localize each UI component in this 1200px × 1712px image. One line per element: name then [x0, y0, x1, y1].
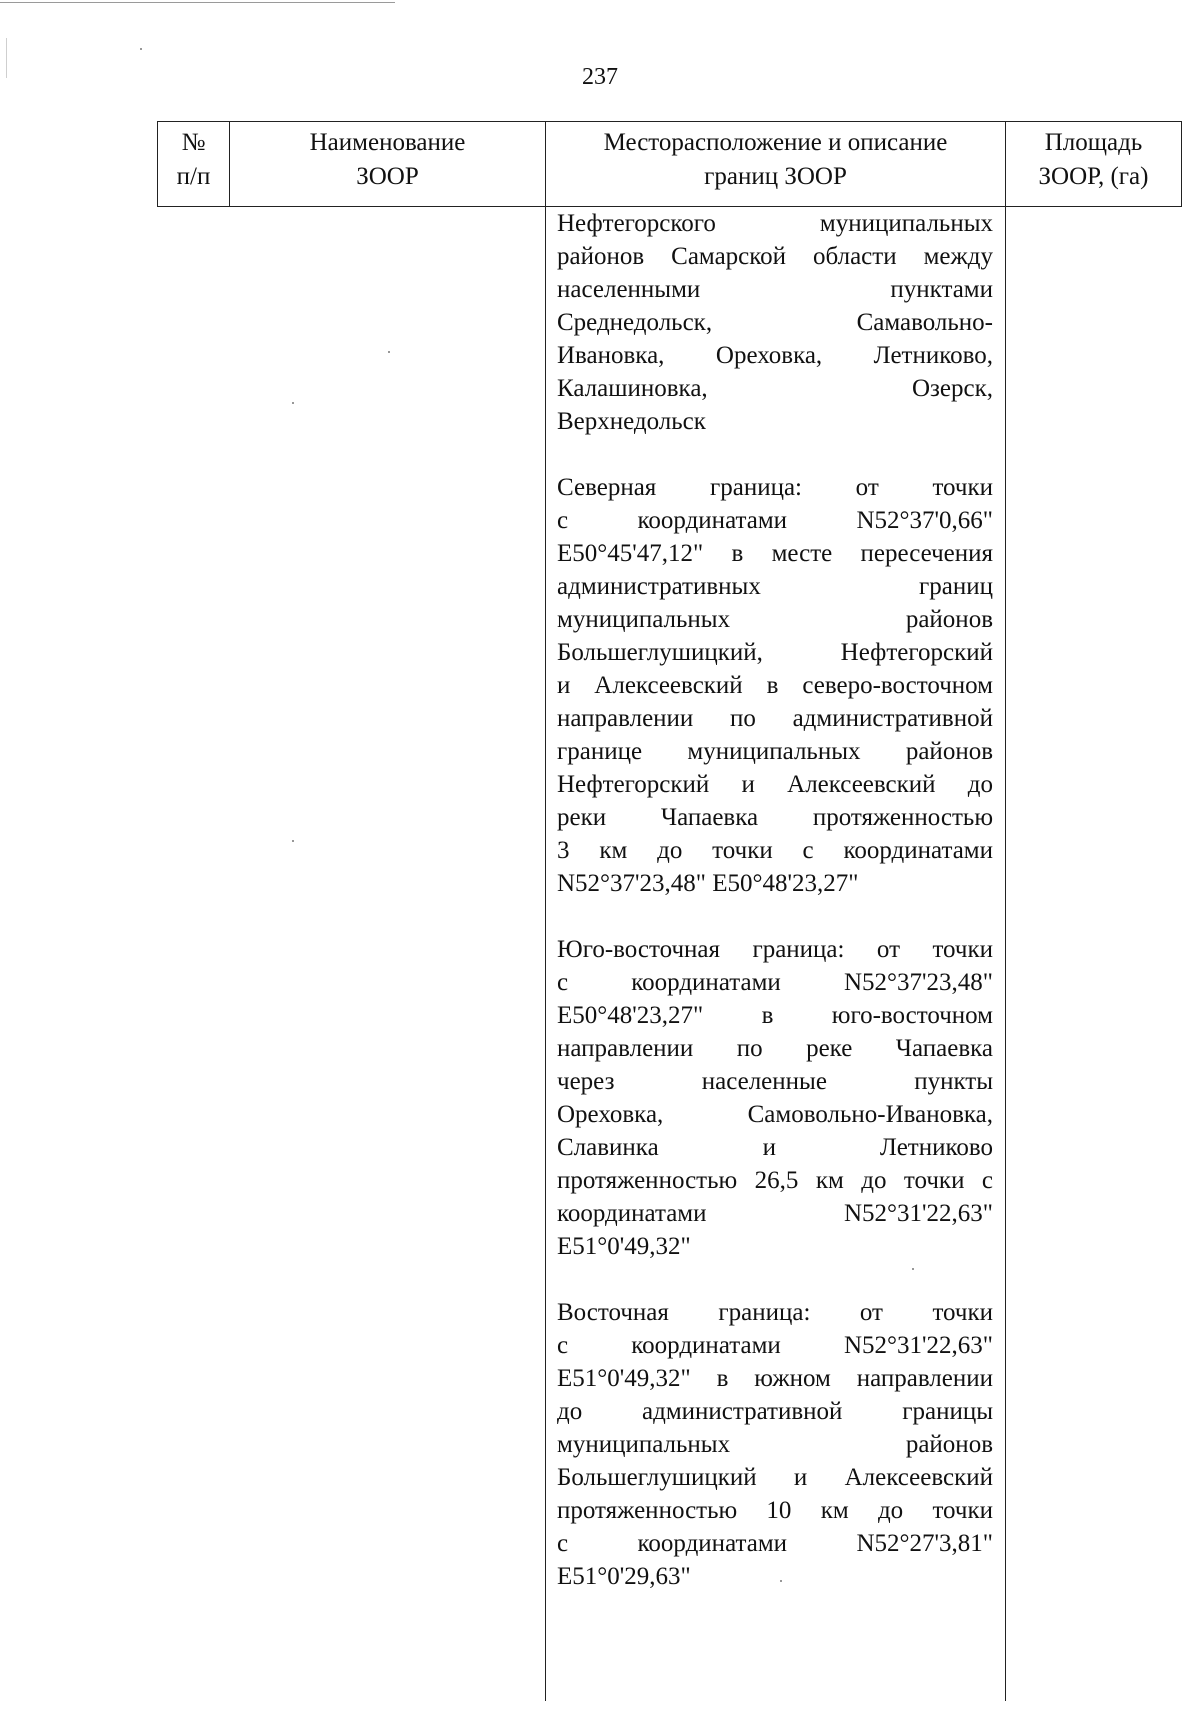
description-line: направлении по административной	[557, 705, 993, 732]
description-line: и Алексеевский в северо-восточном	[557, 672, 993, 699]
description-line: E50°48'23,27" в юго-восточном	[557, 1002, 993, 1029]
scan-speck	[140, 48, 142, 50]
description-line: с координатами N52°31'22,63"	[557, 1332, 993, 1359]
description-paragraph	[557, 207, 993, 438]
header-number	[158, 122, 230, 207]
description-paragraph	[557, 1296, 993, 1593]
description-line: Северная граница: от точки	[557, 474, 993, 501]
scan-speck	[292, 840, 294, 842]
description-line: E50°45'47,12" в месте пересечения	[557, 540, 993, 567]
description-line: 3 км до точки с координатами	[557, 837, 993, 864]
header-location-description	[546, 122, 1006, 207]
description-line: координатами N52°31'22,63"	[557, 1200, 993, 1227]
description-line: с координатами N52°27'3,81"	[557, 1530, 993, 1557]
scan-speck	[292, 402, 294, 404]
header-label-line: Месторасположение и описание	[603, 129, 948, 156]
scan-speck	[388, 351, 390, 353]
header-label-line: ЗООР	[356, 163, 419, 190]
description-line: E51°0'49,32"	[557, 1233, 691, 1260]
description-line: реки Чапаевка протяженностью	[557, 804, 993, 831]
boundary-description	[546, 207, 1005, 1593]
description-line: Нефтегорский и Алексеевский до	[557, 771, 993, 798]
description-line: Калашиновка, Озерск,	[557, 375, 993, 402]
description-line: с координатами N52°37'23,48"	[557, 969, 993, 996]
description-line: с координатами N52°37'0,66"	[557, 507, 993, 534]
description-line: Восточная граница: от точки	[557, 1299, 993, 1326]
scan-speck	[912, 1268, 914, 1270]
table-header-row	[158, 122, 1182, 207]
cell-location-description	[546, 207, 1006, 1702]
description-line: административных границ	[557, 573, 993, 600]
zoor-table	[157, 121, 1182, 1701]
header-name	[230, 122, 546, 207]
page-number: 237	[582, 64, 618, 90]
header-label-line: ЗООР, (га)	[1038, 163, 1149, 190]
description-line: через населенные пункты	[557, 1068, 993, 1095]
description-line: районов Самарской области между	[557, 243, 993, 270]
cell-name	[230, 207, 546, 1702]
description-line: границе муниципальных районов	[557, 738, 993, 765]
table-row	[158, 207, 1182, 1702]
header-label-line: Наименование	[309, 129, 466, 156]
description-line: Большеглушицкий и Алексеевский	[557, 1464, 993, 1491]
header-label-line: №	[181, 129, 206, 156]
description-line: населенными пунктами	[557, 276, 993, 303]
description-line: Большеглушицкий, Нефтегорский	[557, 639, 993, 666]
cell-number	[158, 207, 230, 1702]
header-label-line: Площадь	[1044, 129, 1143, 156]
description-paragraph	[557, 933, 993, 1263]
description-line: направлении по реке Чапаевка	[557, 1035, 993, 1062]
description-line: протяженностью 10 км до точки	[557, 1497, 993, 1524]
description-line: до административной границы	[557, 1398, 993, 1425]
header-label-line: границ ЗООР	[704, 163, 847, 190]
description-line: Ореховка, Самовольно-Ивановка,	[557, 1101, 993, 1128]
description-line: E51°0'49,32" в южном направлении	[557, 1365, 993, 1392]
scan-top-edge-line	[0, 2, 395, 3]
description-line: Юго-восточная граница: от точки	[557, 936, 993, 963]
description-line: муниципальных районов	[557, 1431, 993, 1458]
description-line: Славинка и Летниково	[557, 1134, 993, 1161]
description-line: N52°37'23,48" E50°48'23,27"	[557, 870, 859, 897]
description-line: муниципальных районов	[557, 606, 993, 633]
description-line: Нефтегорского муниципальных	[557, 210, 993, 237]
description-line: E51°0'29,63"	[557, 1563, 691, 1590]
cell-area	[1006, 207, 1182, 1702]
description-line: Ивановка, Ореховка, Летниково,	[557, 342, 993, 369]
description-line: Среднедольск, Самавольно-	[557, 309, 993, 336]
description-paragraph	[557, 471, 993, 900]
description-line: Верхнедольск	[557, 408, 706, 435]
description-line: протяженностью 26,5 км до точки с	[557, 1167, 993, 1194]
header-area	[1006, 122, 1182, 207]
header-label-line: п/п	[176, 163, 211, 190]
scan-speck	[780, 1580, 782, 1582]
